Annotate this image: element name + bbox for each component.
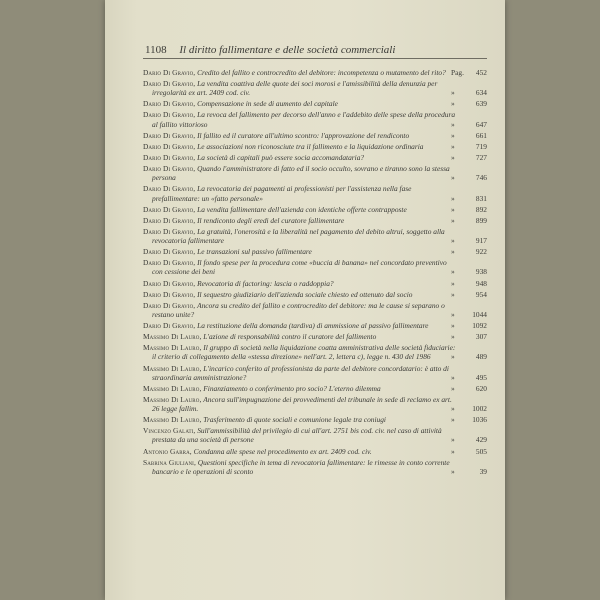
entry-page-ref	[435, 267, 487, 276]
entry-page-marker: »	[451, 88, 455, 98]
entry-page-number: 954	[475, 289, 487, 299]
entry-title: Il fondo spese per la procedura come «buccia di banana» nel concordato preventivo con cessione dei beni	[152, 258, 447, 277]
entry-title: L'incarico conferito al professionista da parte del debitore concordatario: è atto di straordinaria amministrazione?	[152, 363, 449, 382]
index-entry	[143, 131, 487, 140]
running-header	[145, 44, 485, 56]
entry-page-marker: »	[451, 119, 455, 129]
entry-page-marker: »	[451, 446, 455, 456]
index-entry	[143, 227, 487, 245]
entry-page-number: 948	[475, 278, 487, 288]
entry-author: Dario Di Gravio,	[143, 130, 196, 140]
entry-author: Dario Di Gravio,	[143, 141, 196, 151]
entry-page-marker: »	[451, 173, 455, 183]
entry-title: Credito del fallito e controcredito del debitore: incompetenza o mutamento del rito?	[197, 68, 446, 77]
index-entry	[143, 99, 487, 108]
entry-page-ref	[435, 68, 487, 77]
index-entry	[143, 343, 487, 361]
entry-page-ref	[435, 404, 487, 413]
entry-page-marker: »	[451, 321, 455, 331]
entry-page-marker: »	[451, 215, 455, 225]
entry-author: Dario Di Gravio,	[143, 278, 196, 288]
entry-page-number: 1002	[472, 404, 487, 414]
entry-title: Ancora sull'impugnazione dei provvedimenti del tribunale in sede di reclamo ex art. 26 legge fallim.	[152, 394, 452, 414]
index-list	[143, 68, 487, 478]
entry-author: Sabrina Giuliani,	[143, 457, 196, 467]
index-entry	[143, 458, 487, 476]
index-entry	[143, 290, 487, 299]
entry-author: Massimo Di Lauro,	[143, 363, 202, 373]
entry-author: Massimo Di Lauro,	[143, 332, 202, 342]
entry-page-ref	[435, 205, 487, 214]
entry-page-ref	[435, 236, 487, 245]
index-entry	[143, 426, 487, 444]
entry-page-number: 892	[475, 204, 487, 214]
index-entry	[143, 364, 487, 382]
entry-page-ref	[435, 153, 487, 162]
entry-page-number: 489	[475, 352, 487, 362]
index-entry	[143, 247, 487, 256]
entry-title: Quando l'amministratore di fatto ed il socio occulto, sovrano e tiranno sono la stessa persona	[152, 164, 450, 183]
index-entry	[143, 205, 487, 214]
entry-author: Dario Di Gravio,	[143, 247, 196, 257]
index-entry	[143, 184, 487, 202]
index-entry	[143, 395, 487, 413]
entry-page-number: 719	[475, 141, 487, 151]
entry-author: Dario Di Gravio,	[143, 79, 196, 89]
entry-page-number: 505	[475, 446, 487, 456]
entry-author: Dario Di Gravio,	[143, 300, 196, 310]
entry-page-number: 1044	[472, 309, 487, 319]
index-entry	[143, 258, 487, 276]
entry-page-ref	[435, 321, 487, 330]
entry-page-number: 938	[475, 267, 487, 277]
entry-author: Massimo Di Lauro,	[143, 394, 202, 404]
book-page	[105, 0, 505, 600]
entry-page-number: 307	[475, 332, 487, 342]
entry-page-marker: »	[451, 415, 455, 425]
entry-page-ref	[435, 99, 487, 108]
entry-page-marker: »	[451, 404, 455, 414]
index-entry	[143, 301, 487, 319]
entry-page-marker: »	[451, 278, 455, 288]
entry-page-marker: »	[451, 383, 455, 393]
entry-title: La revocatoria dei pagamenti ai professionisti per l'assistenza nella fase prefallimentare: un «fatto personale»	[152, 184, 412, 203]
entry-page-number: 634	[475, 88, 487, 98]
entry-title: La gratuità, l'onerosità e la liberalità nel pagamento del debito altrui, soggetto alla revocatoria fallimentare	[152, 226, 445, 246]
entry-page-marker: »	[451, 466, 455, 476]
index-entry	[143, 447, 487, 456]
index-entry	[143, 164, 487, 182]
index-entry	[143, 332, 487, 341]
entry-page-ref	[435, 415, 487, 424]
entry-page-ref	[435, 120, 487, 129]
entry-author: Dario Di Gravio,	[143, 110, 196, 120]
index-entry	[143, 321, 487, 330]
entry-page-number: 922	[475, 247, 487, 257]
entry-page-marker: »	[451, 247, 455, 257]
entry-title: Revocatoria di factoring: lascia o raddoppia?	[197, 278, 334, 288]
entry-title: Il sequestro giudiziario dell'azienda sociale chiesto ed ottenuto dal socio	[197, 289, 413, 299]
entry-page-number: 495	[475, 372, 487, 382]
header-rule	[143, 58, 487, 59]
entry-page-marker: »	[451, 352, 455, 362]
entry-page-marker: »	[451, 372, 455, 382]
index-entry	[143, 142, 487, 151]
entry-author: Dario Di Gravio,	[143, 99, 196, 109]
entry-title: Le transazioni sul passivo fallimentare	[197, 247, 312, 257]
entry-author: Dario Di Gravio,	[143, 152, 196, 162]
entry-title: La società di capitali può essere socia accomandataria?	[197, 152, 365, 162]
entry-author: Dario Di Gravio,	[143, 68, 196, 77]
entry-page-number: 727	[475, 152, 487, 162]
entry-page-marker: »	[451, 152, 455, 162]
entry-page-ref	[435, 290, 487, 299]
entry-page-marker: »	[451, 309, 455, 319]
entry-page-marker: »	[451, 332, 455, 342]
entry-page-ref	[435, 352, 487, 361]
entry-page-marker: »	[451, 204, 455, 214]
entry-author: Massimo Di Lauro,	[143, 343, 202, 353]
entry-title: Le associazioni non riconosciute tra il fallimento e la liquidazione ordinaria	[197, 141, 424, 151]
entry-author: Dario Di Gravio,	[143, 164, 196, 174]
index-entry	[143, 110, 487, 128]
entry-page-ref	[435, 142, 487, 151]
entry-page-marker: »	[451, 99, 455, 109]
entry-page-marker: Pag.	[451, 68, 464, 77]
entry-page-ref	[435, 373, 487, 382]
entry-title: La restituzione della domanda (tardiva) di ammissione al passivo fallimentare	[197, 321, 429, 331]
entry-page-number: 429	[475, 435, 487, 445]
entry-page-number: 661	[475, 130, 487, 140]
running-title: Il diritto fallimentare e delle società commerciali	[179, 44, 396, 56]
entry-page-number: 831	[475, 193, 487, 203]
entry-page-number: 1092	[472, 321, 487, 331]
entry-page-number: 899	[475, 215, 487, 225]
entry-page-number: 746	[475, 173, 487, 183]
entry-author: Antonio Garra,	[143, 446, 192, 456]
entry-page-ref	[435, 332, 487, 341]
entry-title: Condanna alle spese nel procedimento ex art. 2409 cod. civ.	[193, 446, 372, 456]
entry-title: L'azione di responsabilità contro il curatore del fallimento	[203, 332, 377, 342]
entry-page-ref	[435, 216, 487, 225]
entry-page-ref	[435, 279, 487, 288]
entry-page-marker: »	[451, 141, 455, 151]
entry-page-number: 1036	[472, 415, 487, 425]
entry-title: La vendita coattiva delle quote dei soci morosi e l'amissibilità della denunzia per irregolarità ex art. 2409 cod. civ.	[152, 79, 438, 98]
index-entry	[143, 79, 487, 97]
entry-page-marker: »	[451, 130, 455, 140]
entry-author: Dario Di Gravio,	[143, 215, 196, 225]
index-entry	[143, 68, 487, 77]
entry-title: Il rendiconto degli eredi del curatore fallimentare	[197, 215, 345, 225]
entry-page-ref	[435, 384, 487, 393]
entry-title: Finanziamento o conferimento pro socio? L'eterno dilemma	[203, 383, 381, 393]
entry-author: Vincenzo Galati,	[143, 426, 196, 436]
entry-author: Dario Di Gravio,	[143, 226, 196, 236]
entry-author: Dario Di Gravio,	[143, 204, 196, 214]
entry-page-marker: »	[451, 193, 455, 203]
entry-page-ref	[435, 173, 487, 182]
entry-title: Questioni specifiche in tema di revocatoria fallimentare: le rimesse in conto corrente bancario e le operazioni di sconto	[152, 457, 450, 476]
entry-page-marker: »	[451, 267, 455, 277]
entry-page-ref	[435, 131, 487, 140]
entry-author: Dario Di Gravio,	[143, 321, 196, 331]
entry-page-number: 39	[479, 466, 487, 476]
page-number: 1108	[145, 44, 167, 56]
entry-author: Dario Di Gravio,	[143, 258, 196, 268]
entry-page-ref	[435, 435, 487, 444]
entry-page-marker: »	[451, 289, 455, 299]
entry-page-number: 639	[475, 99, 487, 109]
entry-page-ref	[435, 194, 487, 203]
entry-author: Dario Di Gravio,	[143, 289, 196, 299]
index-entry	[143, 216, 487, 225]
entry-page-ref	[435, 447, 487, 456]
entry-page-marker: »	[451, 435, 455, 445]
entry-page-number: 620	[475, 383, 487, 393]
entry-title: Il fallito ed il curatore all'ultimo scontro: l'approvazione del rendiconto	[197, 130, 410, 140]
entry-author: Massimo Di Lauro,	[143, 383, 202, 393]
entry-title: Trasferimento di quote sociali e comunione legale tra coniugi	[203, 415, 386, 425]
entry-title: Compensazione in sede di aumento del capitale	[197, 99, 338, 109]
entry-page-ref	[435, 467, 487, 476]
entry-title: Il gruppo di società nella liquidazione coatta amministrativa delle società fiduciarie: il criterio di collegamento della «stessa direzione» nell'art. 2, lettera c), legge n. 430 del 1986	[152, 343, 456, 362]
index-entry	[143, 384, 487, 393]
entry-page-number: 647	[475, 119, 487, 129]
index-entry	[143, 415, 487, 424]
entry-author: Dario Di Gravio,	[143, 184, 196, 194]
index-entry	[143, 153, 487, 162]
entry-page-number: 452	[475, 68, 487, 77]
entry-page-ref	[435, 247, 487, 256]
entry-author: Massimo Di Lauro,	[143, 415, 202, 425]
entry-page-marker: »	[451, 236, 455, 246]
entry-title: Sull'ammissibilità del privilegio di cui all'art. 2751 bis cod. civ. nel caso di attività prestata da una società di persone	[152, 426, 442, 445]
entry-title: Ancora su credito del fallito e controcredito del debitore: ma le cause si separano o restano unite?	[152, 300, 445, 319]
entry-title: La revoca del fallimento per decorso dell'anno e l'addebito delle spese della procedura al fallito vittorioso	[152, 110, 456, 129]
entry-page-ref	[435, 310, 487, 319]
entry-page-ref	[435, 88, 487, 97]
index-entry	[143, 279, 487, 288]
entry-title: La vendita fallimentare dell'azienda con identiche offerte contrapposte	[197, 204, 407, 214]
entry-page-number: 917	[475, 236, 487, 246]
